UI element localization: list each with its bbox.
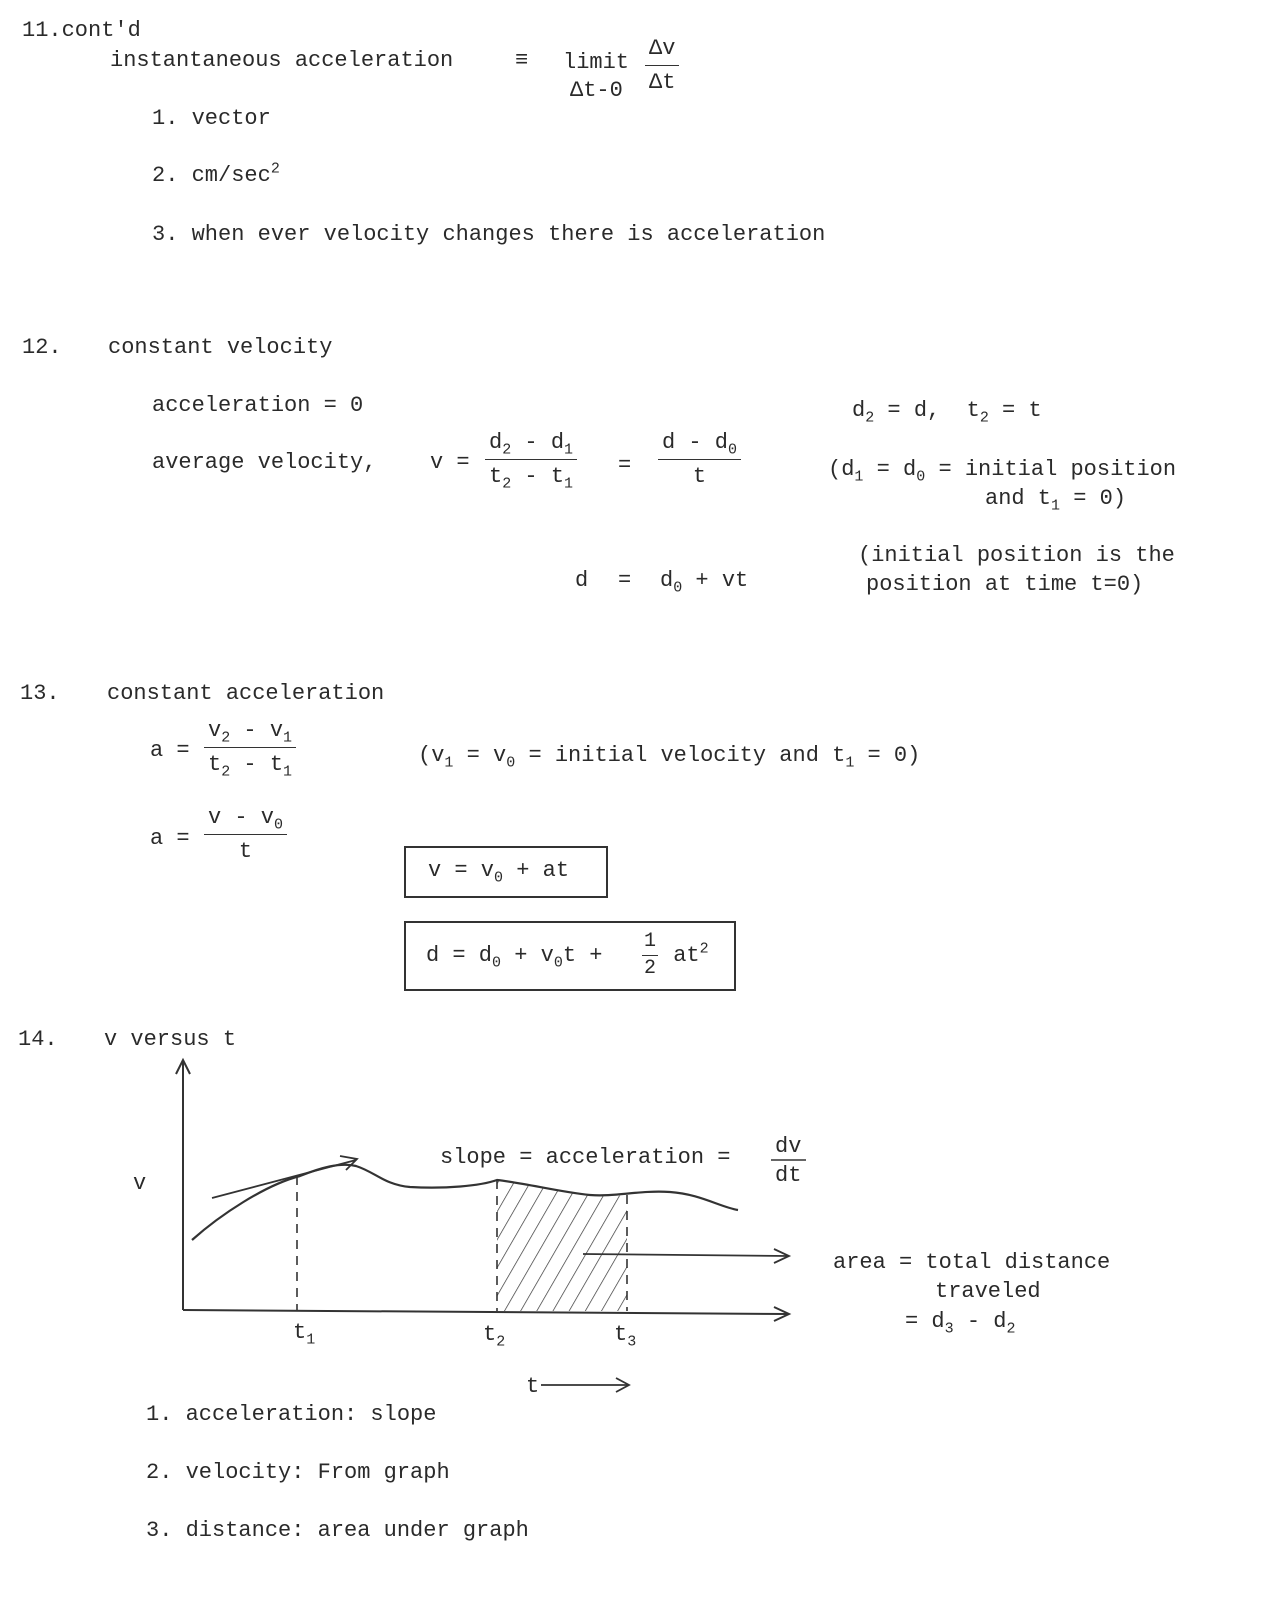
denominator-t2-t1-b: $t_2 - t_1$ [208,752,293,781]
d-final: d [575,568,589,593]
denominator-t2-t1: $t_2 - t_1$ [489,464,574,493]
s14-item-2: 2. velocity: From graph [146,1460,450,1485]
note-initial-position-def-2: position at time t=0) [866,572,1144,597]
numerator-d2-d1: $d_2 - d_1$ [485,432,577,460]
s14-item-3: 3. distance: area under graph [146,1518,529,1543]
delta-t: Δt [649,70,676,95]
equals-sign-2: = [618,568,632,593]
numerator-v2-v1: $v_2 - v_1$ [204,720,296,748]
s11-item-3: 3. when ever velocity changes there is acceleration [152,222,826,247]
denominator-t: t [692,464,707,489]
numerator-d-d0: d - $d_0$ [658,432,741,460]
velocity-equation: $v = v_0$ + at [428,858,570,887]
equals-sign: = [618,453,632,478]
initial-velocity-condition: ($v_1 = v_0$ = initial velocity and $t_1 = 0$) [418,743,921,772]
d0-plus-vt: $d_0$ + vt [660,568,749,597]
equiv-symbol: ≡ [515,48,529,73]
t1-label: $t_1$ [293,1320,316,1349]
section-13-title: constant acceleration [107,681,385,706]
delta-v: Δv [645,38,679,66]
area-under-curve [497,1180,627,1311]
distance-equation: $d = d_0 + v_0t$ + [426,943,616,972]
velocity-curve [192,1165,738,1240]
limit-subscript: Δt-0 [570,78,623,103]
t3-label: $t_3$ [614,1322,637,1351]
t-axis-label: t [526,1374,540,1399]
section-12-title: constant velocity [108,335,333,360]
area-label-line-1: area = total distance [833,1250,1111,1275]
v-equals: v = [430,450,470,475]
area-label-line-2: traveled [935,1279,1041,1304]
section-13-number: 13. [20,681,60,706]
note-d2-t2: $d_2 = d$, $t_2 = t$ [852,398,1042,427]
s11-item-2: 2. $cm/\sec^2$ [152,160,280,188]
acceleration-zero: acceleration = 0 [152,393,364,418]
area-label-line-3: = $d_3 - d_2$ [905,1309,1016,1338]
slope-label: slope = acceleration = [440,1145,731,1170]
average-velocity-label: average velocity, [152,450,377,475]
tangent-line [212,1160,356,1198]
denominator-t-b: t [238,839,253,864]
section-14-number: 14. [18,1027,58,1052]
half-denominator: 2 [644,957,657,980]
a-equals-1: a = [150,738,190,763]
y-axis-label-v: v [133,1171,147,1196]
section-11-number: 11.cont'd [22,18,141,43]
note-initial-position-2: and $t_1 = 0$) [985,486,1127,515]
at-squared: $at^2$ [660,940,709,968]
half-numerator: 1 [642,932,658,956]
numerator-v-v0: v - $v_0$ [204,807,287,835]
section-14-title: v versus t [104,1027,237,1052]
section-12-number: 12. [22,335,62,360]
note-initial-position-def-1: (initial position is the [858,543,1175,568]
dt-label: dt [775,1163,802,1188]
note-initial-position-1: ($d_1 = d_0$ = initial position [828,457,1177,486]
dv-label: dv [775,1134,802,1159]
instantaneous-acceleration-term: instantaneous acceleration [110,48,454,73]
t2-label: $t_2$ [483,1322,506,1351]
limit-word: limit [563,50,630,75]
x-axis [183,1310,788,1314]
a-equals-2: a = [150,826,190,851]
s14-item-1: 1. acceleration: slope [146,1402,437,1427]
s11-item-1: 1. vector [152,106,271,131]
